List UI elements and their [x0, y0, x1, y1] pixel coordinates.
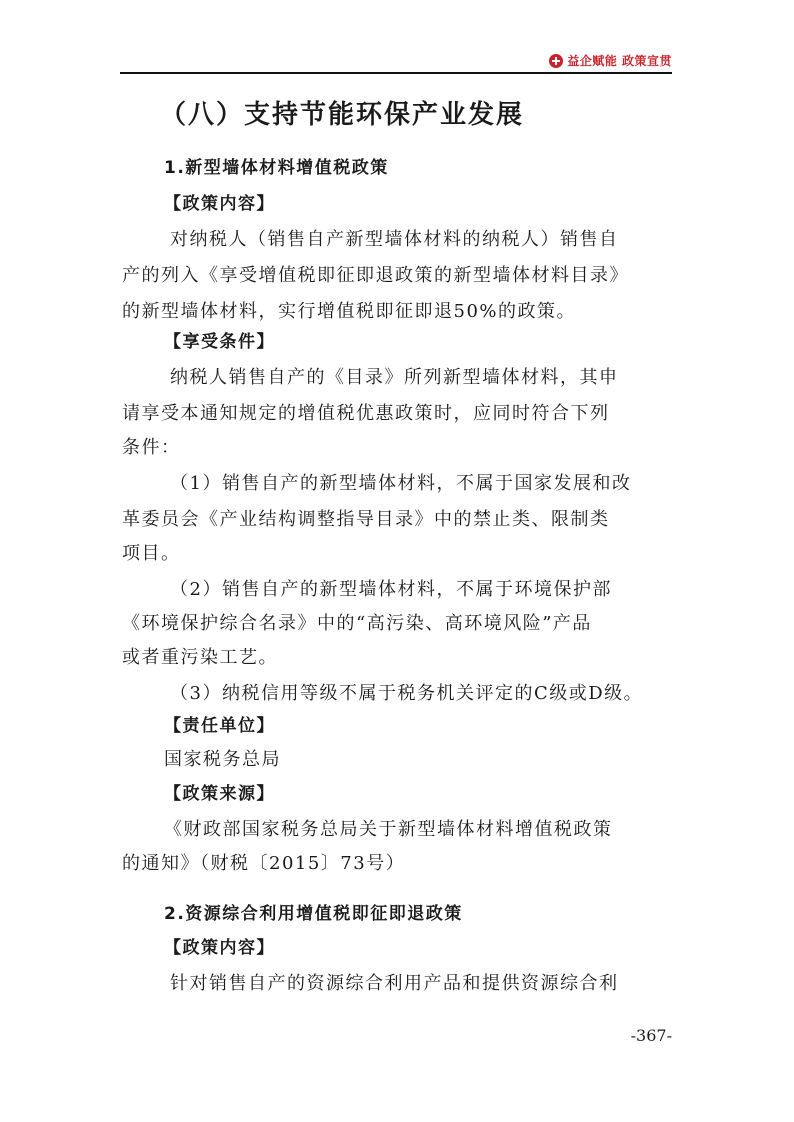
s1-item2-line: 或者重污染工艺。	[122, 647, 278, 668]
s1-content-line: 对纳税人（销售自产新型墙体材料的纳税人）销售自	[170, 229, 619, 250]
s1-item1-line: 项目。	[122, 543, 181, 564]
s1-cond-line: 条件：	[122, 437, 181, 458]
header-brand	[549, 52, 672, 69]
s1-item2-line: （2）销售自产的新型墙体材料，不属于环境保护部	[170, 579, 612, 600]
s1-resp-tag: 【责任单位】	[164, 716, 275, 736]
s1-content-line: 产的列入《享受增值税即征即退政策的新型墙体材料目录》	[122, 265, 629, 286]
s1-item3-line: （3）纳税信用等级不属于税务机关评定的C级或D级。	[170, 683, 644, 704]
s1-content-line: 的新型墙体材料，实行增值税即征即退50%的政策。	[122, 301, 577, 322]
s1-content-tag: 【政策内容】	[164, 194, 275, 214]
s2-content-tag: 【政策内容】	[164, 938, 275, 958]
s1-source-line: 的通知》（财税〔2015〕73号）	[122, 853, 406, 874]
s1-cond-line: 纳税人销售自产的《目录》所列新型墙体材料，其申	[170, 367, 619, 388]
s1-item1-line: 革委员会《产业结构调整指导目录》中的禁止类、限制类	[122, 509, 610, 530]
s1-title: 1.新型墙体材料增值税政策	[164, 158, 389, 178]
page-number: -367-	[630, 1026, 672, 1045]
header-rule	[120, 72, 672, 74]
s2-content-line: 针对销售自产的资源综合利用产品和提供资源综合利	[170, 973, 619, 994]
s1-cond-line: 请享受本通知规定的增值税优惠政策时，应同时符合下列	[122, 403, 610, 424]
s1-resp: 国家税务总局	[164, 749, 281, 770]
s1-item2-line: 《环境保护综合名录》中的“高污染、高环境风险”产品	[122, 613, 592, 634]
s1-source-line: 《财政部国家税务总局关于新型墙体材料增值税政策	[164, 819, 613, 840]
brand-logo-icon	[549, 54, 563, 68]
s2-title: 2.资源综合利用增值税即征即退政策	[164, 904, 463, 924]
section-title: （八）支持节能环保产业发展	[160, 100, 525, 130]
brand-text: 益企赋能 政策宣贯	[567, 54, 672, 68]
s1-cond-tag: 【享受条件】	[164, 332, 275, 352]
s1-source-tag: 【政策来源】	[164, 784, 275, 804]
s1-item1-line: （1）销售自产的新型墙体材料，不属于国家发展和改	[170, 473, 632, 494]
